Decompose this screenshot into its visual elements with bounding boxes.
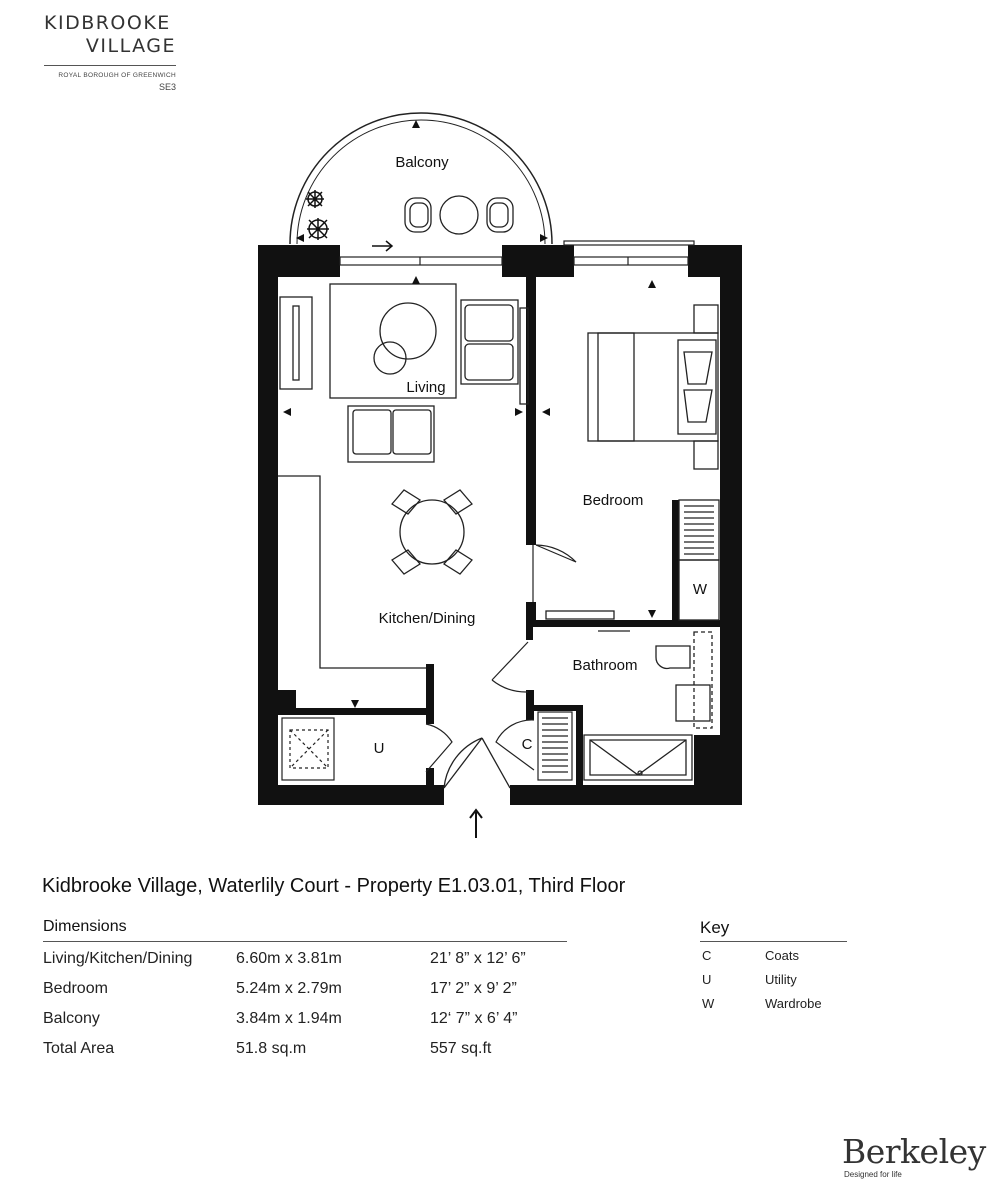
property-title: Kidbrooke Village, Waterlily Court - Property E1.03.01, Third Floor (42, 875, 626, 897)
key-code: C (702, 948, 712, 963)
dimensions-row (43, 1002, 567, 1032)
dimension-imperial: 557 sq.ft (430, 1040, 492, 1057)
coats-cupboard (496, 712, 572, 780)
key-row (700, 966, 847, 990)
brand-line-2: VILLAGE (85, 35, 176, 57)
dimension-metric: 5.24m x 2.79m (236, 980, 342, 997)
label-living: Living (406, 379, 446, 396)
key-code: U (702, 972, 712, 987)
interior-walls (278, 277, 720, 788)
dimension-imperial: 17’ 2” x 9’ 2” (430, 980, 517, 997)
label-coats: C (521, 736, 533, 753)
balcony-table-set (405, 196, 513, 234)
bedroom-door (533, 545, 576, 602)
balcony-rail (297, 120, 545, 244)
dimensions-row (43, 942, 567, 972)
bedroom-furniture (546, 305, 719, 620)
bathroom-fittings (584, 631, 712, 780)
arrow-right-icon (372, 241, 392, 251)
logo-name: Berkeley (842, 1132, 986, 1171)
key-meaning: Coats (765, 948, 799, 963)
label-bedroom: Bedroom (582, 492, 644, 509)
entrance-arrow-icon (470, 810, 482, 838)
dimensions-row (43, 972, 567, 1002)
key-meaning: Wardrobe (765, 996, 822, 1011)
dimension-imperial: 21’ 8” x 12’ 6” (430, 950, 526, 967)
key-code: W (702, 996, 715, 1011)
plant-icon (306, 190, 329, 240)
kitchen-counter (278, 476, 426, 668)
label-wardrobe: W (692, 581, 708, 598)
dimensions-row (43, 1032, 567, 1062)
brand-line-1: KIDBROOKE (44, 12, 171, 34)
dimension-metric: 51.8 sq.m (236, 1040, 307, 1057)
living-furniture (280, 284, 528, 462)
key-heading: Key (700, 918, 847, 942)
key-row (700, 990, 847, 1014)
berkeley-logo (842, 1134, 986, 1179)
brand-postcode: SE3 (158, 82, 176, 92)
dimensions-heading: Dimensions (43, 918, 567, 942)
balcony-dim-marker (540, 234, 548, 242)
dimension-metric: 6.60m x 3.81m (236, 950, 342, 967)
dimension-metric: 3.84m x 1.94m (236, 1010, 342, 1027)
bathroom-door (492, 642, 528, 692)
dining-table-set (392, 490, 472, 574)
dimension-room: Bedroom (43, 980, 108, 997)
brand-borough: ROYAL BOROUGH OF GREENWICH (58, 72, 176, 79)
key-legend (700, 918, 847, 1014)
key-row (700, 942, 847, 966)
utility-cupboard (282, 718, 452, 780)
dimension-room: Living/Kitchen/Dining (43, 950, 193, 967)
dimension-room: Balcony (43, 1010, 100, 1027)
label-utility: U (373, 740, 385, 757)
label-balcony: Balcony (395, 154, 449, 171)
dimension-room: Total Area (43, 1040, 115, 1057)
dimension-imperial: 12‘ 7” x 6’ 4” (430, 1010, 518, 1027)
balcony-dim-marker (412, 120, 420, 128)
key-meaning: Utility (765, 972, 797, 987)
dimensions-table (43, 918, 567, 1062)
label-bathroom: Bathroom (572, 657, 638, 674)
label-kitchen-dining: Kitchen/Dining (378, 610, 476, 627)
logo-tagline: Designed for life (844, 1170, 902, 1179)
